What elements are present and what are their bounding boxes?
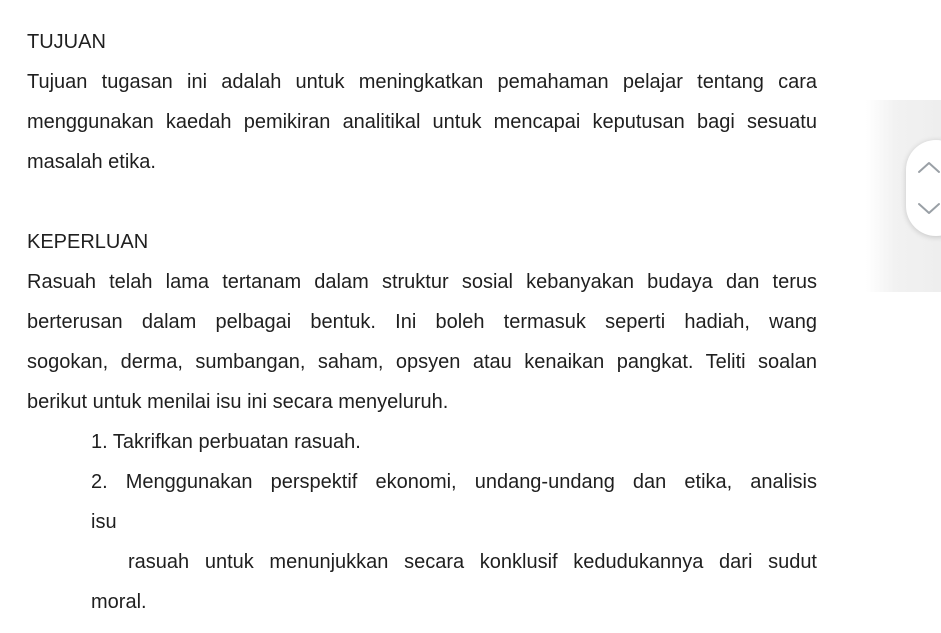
list-item-1: 1. Takrifkan perbuatan rasuah. bbox=[91, 431, 361, 453]
list-item-2-line-2: isu bbox=[91, 511, 117, 533]
chevron-up-icon bbox=[913, 152, 941, 182]
keperluan-line-4: berikut untuk menilai isu ini secara menyeluruh. bbox=[27, 391, 449, 413]
list-item-2-continuation-line-1: rasuah untuk menunjukkan secara konklusif kedudukannya dari sudut bbox=[128, 551, 817, 573]
list-item-2-continuation-line-2: moral. bbox=[91, 591, 147, 613]
tujuan-line-2: menggunakan kaedah pemikiran analitikal untuk mencapai keputusan bagi sesuatu bbox=[27, 111, 817, 133]
tujuan-line-1: Tujuan tugasan ini adalah untuk meningkatkan pemahaman pelajar tentang cara bbox=[27, 71, 817, 93]
paragraph-spacer bbox=[27, 182, 817, 222]
keperluan-line-3: sogokan, derma, sumbangan, saham, opsyen atau kenaikan pangkat. Teliti soalan bbox=[27, 351, 817, 373]
section-heading-tujuan: TUJUAN bbox=[27, 31, 106, 53]
keperluan-line-1: Rasuah telah lama tertanam dalam struktur sosial kebanyakan budaya dan terus bbox=[27, 271, 817, 293]
list-item-2-line-1: 2. Menggunakan perspektif ekonomi, undang-undang dan etika, analisis bbox=[91, 471, 817, 493]
chevron-down-icon bbox=[913, 194, 941, 224]
previous-page-button[interactable] bbox=[913, 152, 941, 182]
next-page-button[interactable] bbox=[913, 194, 941, 224]
section-heading-keperluan: KEPERLUAN bbox=[27, 231, 149, 253]
tujuan-line-3: masalah etika. bbox=[27, 151, 156, 173]
keperluan-line-2: berterusan dalam pelbagai bentuk. Ini boleh termasuk seperti hadiah, wang bbox=[27, 311, 817, 333]
document-body bbox=[27, 22, 817, 622]
